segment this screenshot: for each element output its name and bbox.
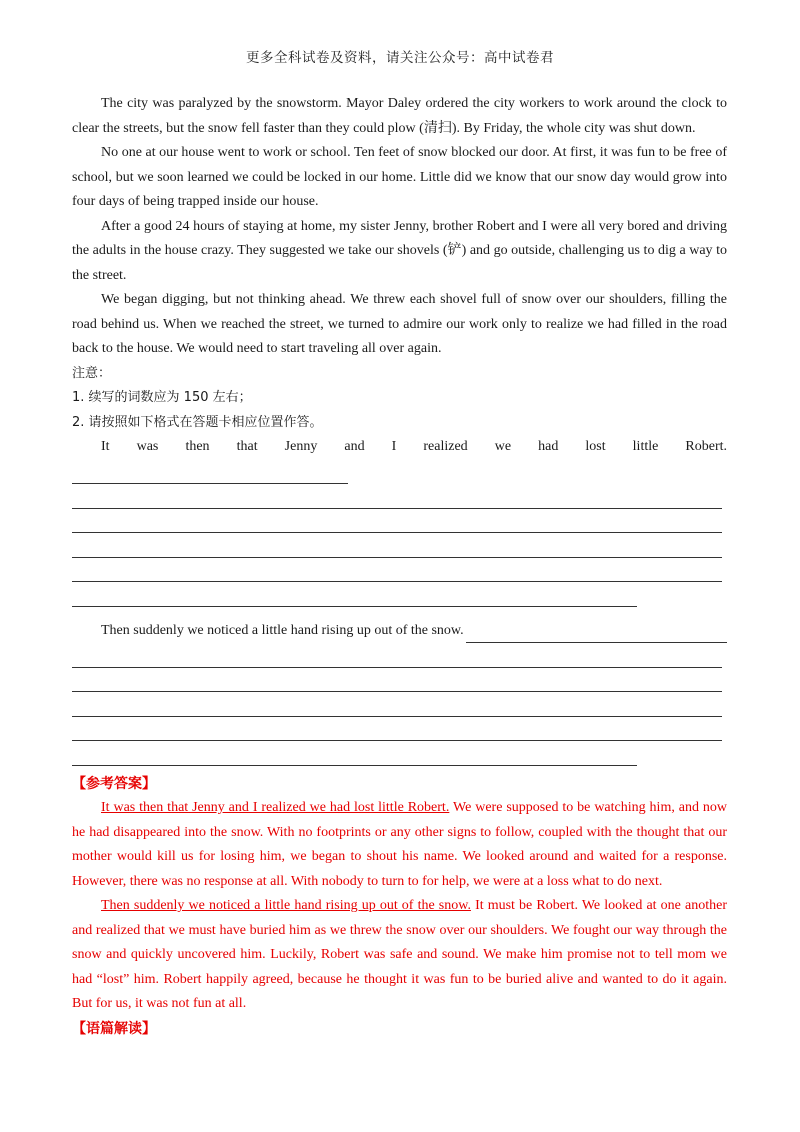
note-item-2: 2. 请按照如下格式在答题卡相应位置作答。 xyxy=(72,414,323,430)
answer-1-body: We were supposed to be watching him, and now he had disappeared into the snow. With no footprints or any other signs to follow, coupled with the thought that our mother would kill us for losing him, we began to shout his name. We looked around and waited for a response. However, there was no response at all. With nobody to turn to for help, we were at a loss what to do next. xyxy=(72,800,727,889)
writing-line[interactable] xyxy=(72,741,637,766)
writing-line[interactable] xyxy=(72,668,722,693)
passage-paragraph-3: After a good 24 hours of staying at home, my sister Jenny, brother Robert and I were all very bored and driving the adults in the house crazy. They suggested we take our shovels (铲) and go outside, challenging us to dig a way to the street. xyxy=(72,218,727,283)
writing-line[interactable] xyxy=(72,533,722,558)
passage-paragraph-4: We began digging, but not thinking ahead. We threw each shovel full of snow over our shoulders, filling the road behind us. When we reached the street, we turned to admire our work only to realize we had filled in the road back to the house. We would need to start traveling all over again. xyxy=(72,292,727,356)
answer-heading: 【参考答案】 xyxy=(72,775,156,792)
writing-line[interactable] xyxy=(72,460,348,485)
answer-2-body: It must be Robert. We looked at one another and realized that we must have buried him as we threw the snow over our shoulders. We fought our way through the snow and quickly uncovered him. Luckily, Robert was safe and sound. We make him promise not to tell mom we had “lost” him. Robert happily agreed, because he thought it was fun to be buried alive and wanted to do it again. But for us, it was not fun at all. xyxy=(72,898,727,1011)
document-content xyxy=(72,92,727,1041)
prompt-2-row xyxy=(72,619,727,644)
answer-paragraph-1 xyxy=(72,796,727,894)
page-header: 更多全科试卷及资料，请关注公众号：高中试卷君 xyxy=(246,50,554,66)
note-item-1: 1. 续写的词数应为 150 左右； xyxy=(72,390,252,405)
answer-2-prompt: Then suddenly we noticed a little hand rising up out of the snow. xyxy=(101,898,471,913)
writing-line[interactable] xyxy=(72,582,637,607)
writing-line[interactable] xyxy=(72,558,722,583)
writing-line[interactable] xyxy=(72,643,722,668)
writing-line[interactable] xyxy=(72,509,722,534)
analysis-heading: 【语篇解读】 xyxy=(72,1020,156,1037)
passage-paragraph-1: The city was paralyzed by the snowstorm. Mayor Daley ordered the city workers to work around the clock to clear the streets, but the snow fell faster than they could plow (清扫). By Friday, the whole city was shut down. xyxy=(72,96,727,136)
writing-line[interactable] xyxy=(466,626,727,643)
notes-label: 注意： xyxy=(72,365,112,381)
prompt-2: Then suddenly we noticed a little hand rising up out of the snow. xyxy=(101,622,464,638)
answer-paragraph-2 xyxy=(72,894,727,1017)
answer-1-prompt: It was then that Jenny and I realized we had lost little Robert. xyxy=(101,800,450,815)
passage-paragraph-2: No one at our house went to work or school. Ten feet of snow blocked our door. At first, it was fun to be free of school, but we soon learned we could be locked in our home. Little did we know that our snow day would grow into four days of being trapped inside our house. xyxy=(72,145,727,209)
writing-line[interactable] xyxy=(72,717,722,742)
writing-line[interactable] xyxy=(72,692,722,717)
prompt-1: It was then that Jenny and I realized we had lost little Robert. xyxy=(101,439,727,454)
writing-line[interactable] xyxy=(72,484,722,509)
